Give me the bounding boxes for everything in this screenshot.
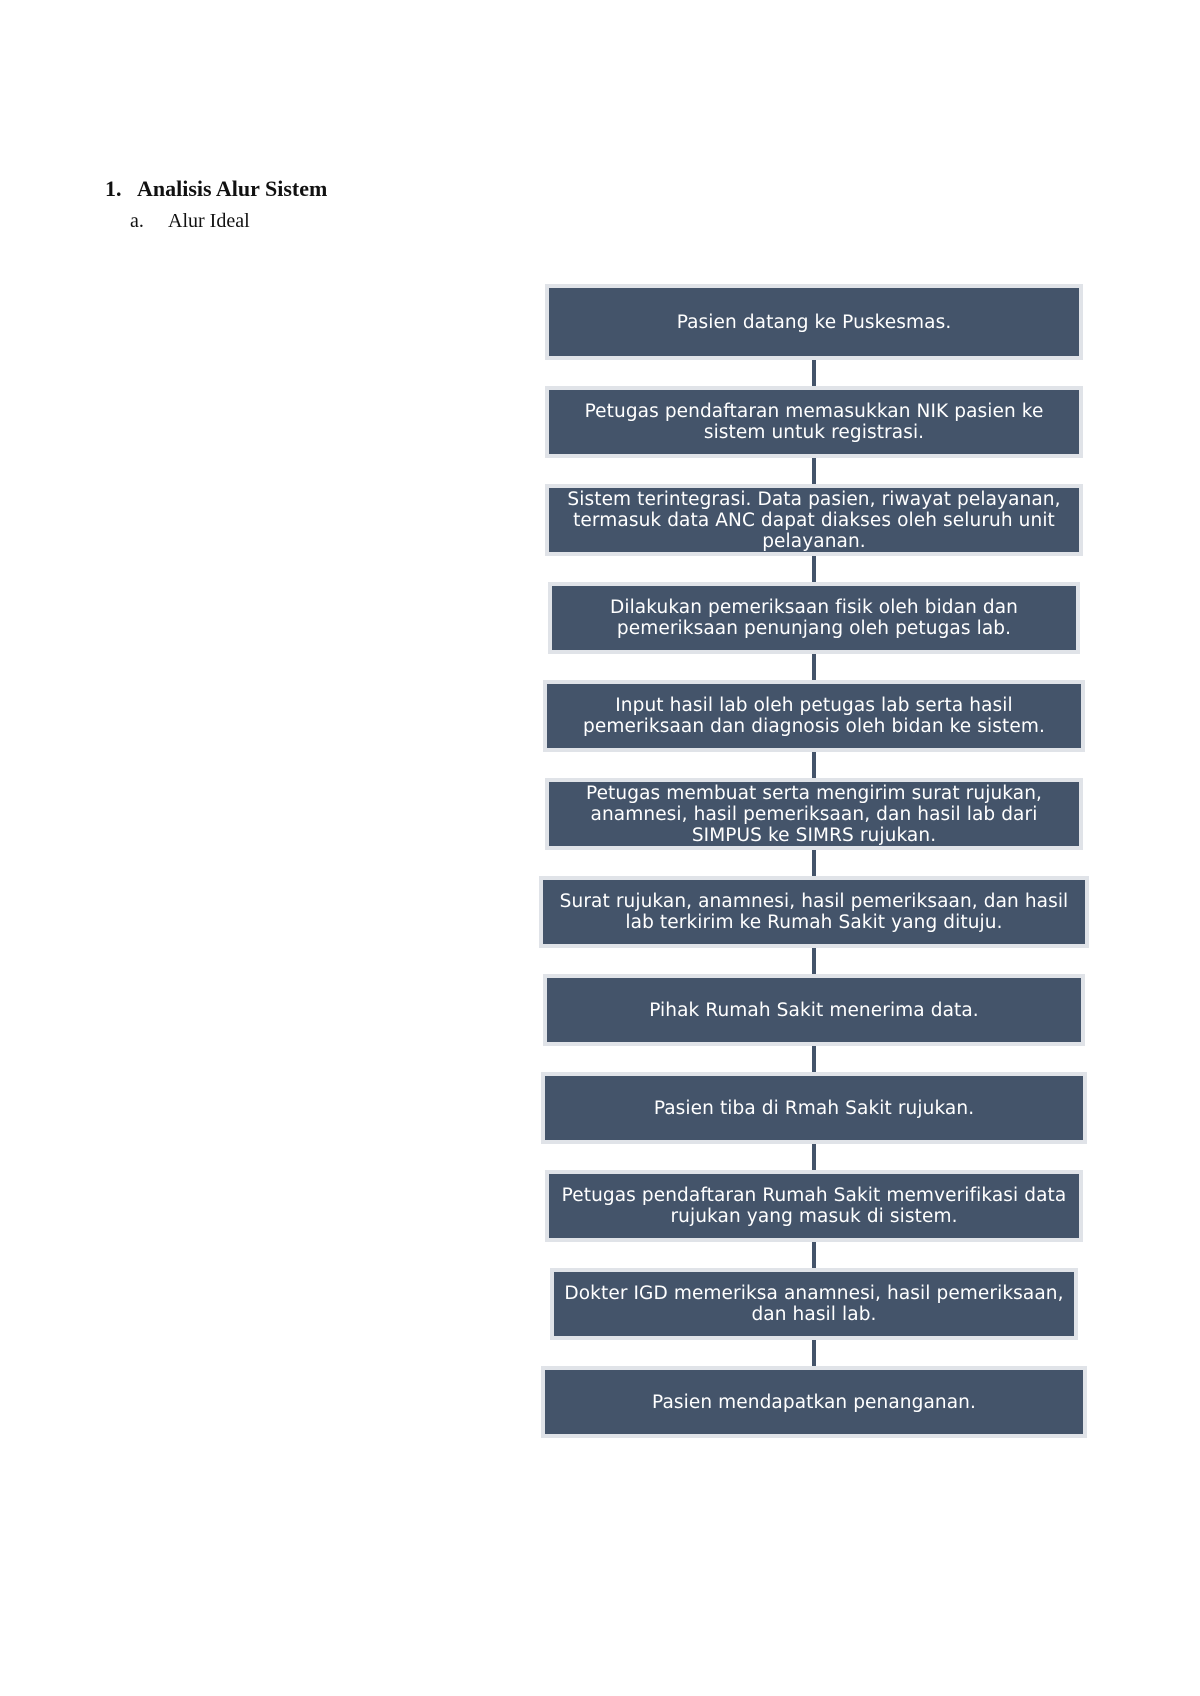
flow-step-1: Pasien datang ke Puskesmas. — [545, 284, 1083, 360]
flow-step-12: Pasien mendapatkan penanganan. — [541, 1366, 1087, 1438]
flow-step-2: Petugas pendaftaran memasukkan NIK pasien ke sistem untuk registrasi. — [545, 386, 1083, 458]
flow-step-11: Dokter IGD memeriksa anamnesi, hasil pemeriksaan, dan hasil lab. — [550, 1268, 1078, 1340]
flow-connector — [812, 1242, 816, 1268]
flow-connector — [812, 556, 816, 582]
flow-connector — [812, 1340, 816, 1366]
flow-connector — [812, 948, 816, 974]
flow-step-9: Pasien tiba di Rmah Sakit rujukan. — [541, 1072, 1087, 1144]
flow-connector — [812, 654, 816, 680]
flow-step-10: Petugas pendaftaran Rumah Sakit memverifikasi data rujukan yang masuk di sistem. — [545, 1170, 1083, 1242]
flow-connector — [812, 752, 816, 778]
subsection-title: Alur Ideal — [168, 210, 250, 232]
subsection-letter: a. — [130, 210, 144, 232]
flow-step-7: Surat rujukan, anamnesi, hasil pemeriksaan, dan hasil lab terkirim ke Rumah Sakit yang dituju. — [539, 876, 1089, 948]
flow-connector — [812, 360, 816, 386]
flow-step-5: Input hasil lab oleh petugas lab serta hasil pemeriksaan dan diagnosis oleh bidan ke sistem. — [543, 680, 1085, 752]
section-heading — [105, 176, 327, 202]
flow-connector — [812, 850, 816, 876]
flow-step-8: Pihak Rumah Sakit menerima data. — [543, 974, 1085, 1046]
flow-connector — [812, 458, 816, 484]
subsection-heading — [130, 210, 250, 233]
section-number: 1. — [105, 176, 122, 201]
flow-step-4: Dilakukan pemeriksaan fisik oleh bidan dan pemeriksaan penunjang oleh petugas lab. — [548, 582, 1080, 654]
flow-step-3: Sistem terintegrasi. Data pasien, riwayat pelayanan, termasuk data ANC dapat diakses oleh seluruh unit pelayanan. — [545, 484, 1083, 556]
flow-step-6: Petugas membuat serta mengirim surat rujukan, anamnesi, hasil pemeriksaan, dan hasil lab dari SIMPUS ke SIMRS rujukan. — [545, 778, 1083, 850]
flow-connector — [812, 1144, 816, 1170]
flow-connector — [812, 1046, 816, 1072]
section-title: Analisis Alur Sistem — [137, 176, 328, 201]
